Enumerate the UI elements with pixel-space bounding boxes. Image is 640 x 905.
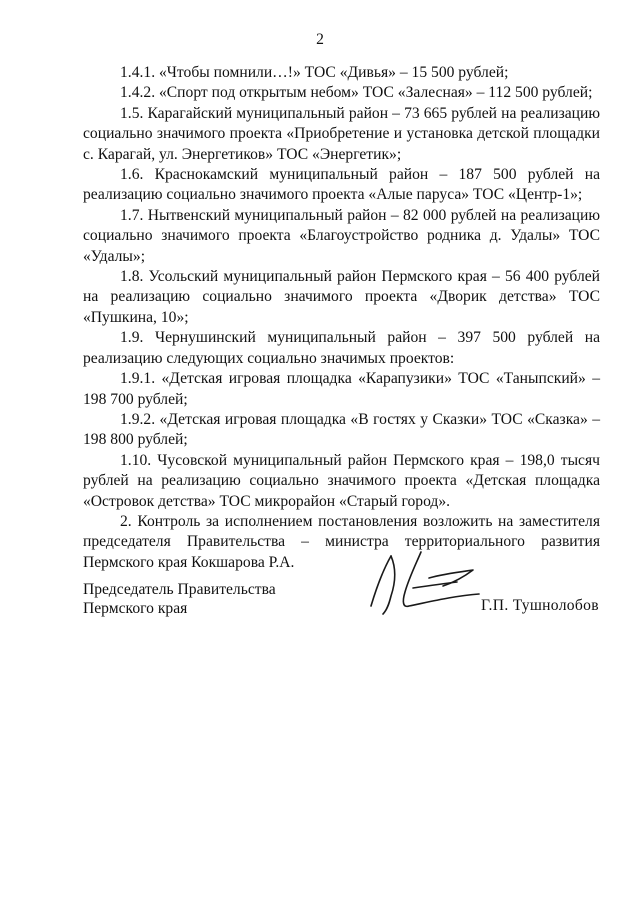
signer-title-line-1: Председатель Правительства (83, 581, 276, 598)
page-number: 2 (316, 31, 324, 48)
handwritten-signature (369, 548, 489, 620)
paragraph-1-7: 1.7. Нытвенский муниципальный район – 82 000 рублей на реализацию социально значимого проекта «Благоустройство родника д. Удалы» ТОС «Удалы»; (83, 206, 600, 265)
signer-title (83, 580, 276, 618)
signer-name: Г.П. Тушнолобов (481, 597, 599, 614)
paragraph-1-4-1: 1.4.1. «Чтобы помнили…!» ТОС «Дивья» – 15 500 рублей; (120, 64, 509, 81)
paragraph-1-8: 1.8. Усольский муниципальный район Пермского края – 56 400 рублей на реализацию социально значимого проекта «Дворик детства» ТОС «Пушкина, 10»; (83, 268, 600, 326)
paragraph-1-4-2: 1.4.2. «Спорт под открытым небом» ТОС «Залесная» – 112 500 рублей; (120, 84, 593, 102)
paragraph-1-9: 1.9. Чернушинский муниципальный район – 397 500 рублей на реализацию следующих социально значимых проектов: (83, 329, 600, 367)
paragraph-1-10: 1.10. Чусовской муниципальный район Пермского края – 198,0 тысяч рублей на реализацию социально значимого проекта «Детская площадка «Островок детства» ТОС микрорайон «Старый город». (83, 451, 600, 510)
document-body (83, 63, 600, 573)
paragraph-2: 2. Контроль за исполнением постановления возложить на заместителя председателя Правительства – министра территориального развития Пермского края Кокшарова Р.А. (83, 512, 600, 571)
paragraph-1-9-2: 1.9.2. «Детская игровая площадка «В гостях у Сказки» ТОС «Сказка» – 198 800 рублей; (83, 410, 600, 449)
signer-title-line-2: Пермского края (83, 600, 188, 617)
paragraph-1-6: 1.6. Краснокамский муниципальный район – 187 500 рублей на реализацию социально значимого проекта «Алые паруса» ТОС «Центр-1»; (83, 166, 600, 204)
paragraph-1-9-1: 1.9.1. «Детская игровая площадка «Карапузики» ТОС «Таныпский» – 198 700 рублей; (83, 370, 600, 408)
signature-block (83, 574, 603, 644)
paragraph-1-5: 1.5. Карагайский муниципальный район – 73 665 рублей на реализацию социально значимого проекта «Приобретение и установка детской площадки с. Карагай, ул. Энергетиков» ТОС «Энергетик»; (83, 104, 600, 163)
